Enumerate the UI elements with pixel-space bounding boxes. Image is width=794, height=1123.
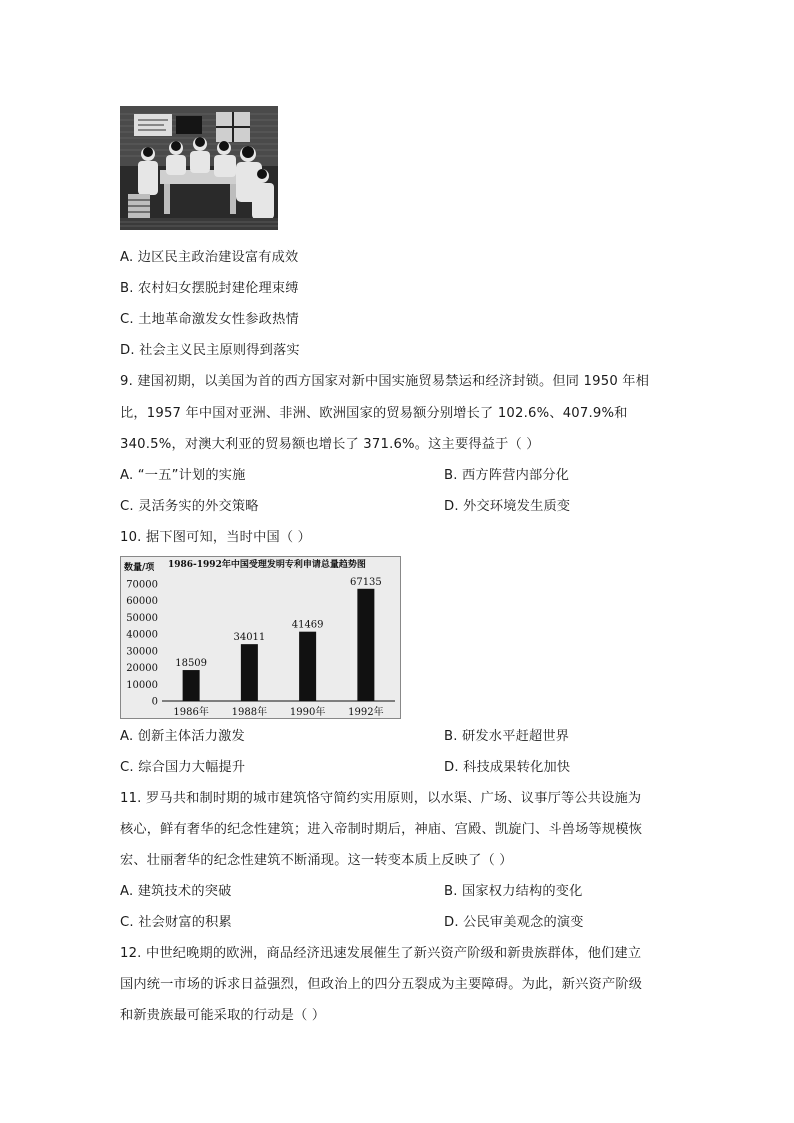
q11-option-a: A. 建筑技术的突破 [120, 884, 232, 899]
y-tick-label: 0 [151, 696, 158, 708]
bar-value-label: 67135 [349, 576, 382, 588]
q11-option-c: C. 社会财富的积累 [120, 915, 232, 930]
q8-option-d: D. 社会主义民主原则得到落实 [120, 343, 300, 358]
q11-stem-line3: 宏、壮丽奢华的纪念性建筑不断涌现。这一转变本质上反映了（ ） [120, 853, 513, 868]
q9-option-b: B. 西方阵营内部分化 [444, 468, 570, 483]
woodcut-image [120, 106, 278, 230]
bar [241, 644, 258, 701]
q12-stem-line3: 和新贵族最可能采取的行动是（ ） [120, 1008, 326, 1023]
q10-option-d: D. 科技成果转化加快 [444, 760, 571, 775]
q9-option-d: D. 外交环境发生质变 [444, 499, 571, 514]
x-category-label: 1990年 [289, 707, 326, 718]
q10-stem: 10. 据下图可知，当时中国（ ） [120, 530, 312, 545]
bar-value-label: 34011 [233, 632, 266, 644]
bar-value-label: 41469 [291, 619, 324, 631]
y-tick-label: 60000 [126, 596, 158, 608]
patent-chart-svg [120, 556, 401, 719]
q9-stem-line1: 9. 建国初期，以美国为首的西方国家对新中国实施贸易禁运和经济封锁。但同 1950 年相 [120, 374, 650, 389]
woodcut-illustration [120, 106, 278, 230]
chart-title: 1986-1992年中国受理发明专利申请总量趋势图 [168, 560, 366, 570]
chart-ylabel: 数量/项 [124, 563, 155, 573]
bar [357, 589, 374, 701]
q8-option-b: B. 农村妇女摆脱封建伦理束缚 [120, 281, 299, 296]
y-tick-label: 10000 [126, 679, 158, 691]
q11-option-d: D. 公民审美观念的演变 [444, 915, 584, 930]
patent-chart [120, 556, 401, 719]
q10-option-b: B. 研发水平赶超世界 [444, 729, 570, 744]
x-category-label: 1992年 [348, 707, 384, 718]
bar-value-label: 18509 [175, 658, 208, 670]
y-tick-label: 30000 [126, 646, 158, 658]
bar [299, 632, 316, 701]
y-tick-label: 50000 [126, 612, 158, 624]
q9-option-a: A. “一五”计划的实施 [120, 468, 246, 483]
q12-stem-line2: 国内统一市场的诉求日益强烈，但政治上的四分五裂成为主要障碍。为此，新兴资产阶级 [120, 977, 643, 992]
q8-option-c: C. 土地革命激发女性参政热情 [120, 312, 299, 327]
y-tick-label: 70000 [126, 579, 158, 591]
x-category-label: 1988年 [231, 707, 268, 718]
x-category-label: 1986年 [173, 707, 209, 718]
q10-option-c: C. 综合国力大幅提升 [120, 760, 246, 775]
q11-option-b: B. 国家权力结构的变化 [444, 884, 583, 899]
q9-stem-line2: 比，1957 年中国对亚洲、非洲、欧洲国家的贸易额分别增长了 102.6%、407.9%和 [120, 406, 628, 421]
y-tick-label: 40000 [126, 629, 158, 641]
q12-stem-line1: 12. 中世纪晚期的欧洲，商品经济迅速发展催生了新兴资产阶级和新贵族群体，他们建立 [120, 946, 642, 961]
y-tick-label: 20000 [126, 663, 158, 675]
q9-option-c: C. 灵活务实的外交策略 [120, 499, 259, 514]
q8-option-a: A. 边区民主政治建设富有成效 [120, 250, 299, 265]
q11-stem-line2: 核心，鲜有奢华的纪念性建筑；进入帝制时期后，神庙、宫殿、凯旋门、斗兽场等规模恢 [120, 822, 643, 837]
bar [183, 670, 200, 701]
q10-option-a: A. 创新主体活力激发 [120, 729, 245, 744]
q11-stem-line1: 11. 罗马共和制时期的城市建筑恪守简约实用原则，以水渠、广场、议事厅等公共设施为 [120, 791, 642, 806]
q9-stem-line3: 340.5%，对澳大利亚的贸易额也增长了 371.6%。这主要得益于（ ） [120, 437, 540, 452]
